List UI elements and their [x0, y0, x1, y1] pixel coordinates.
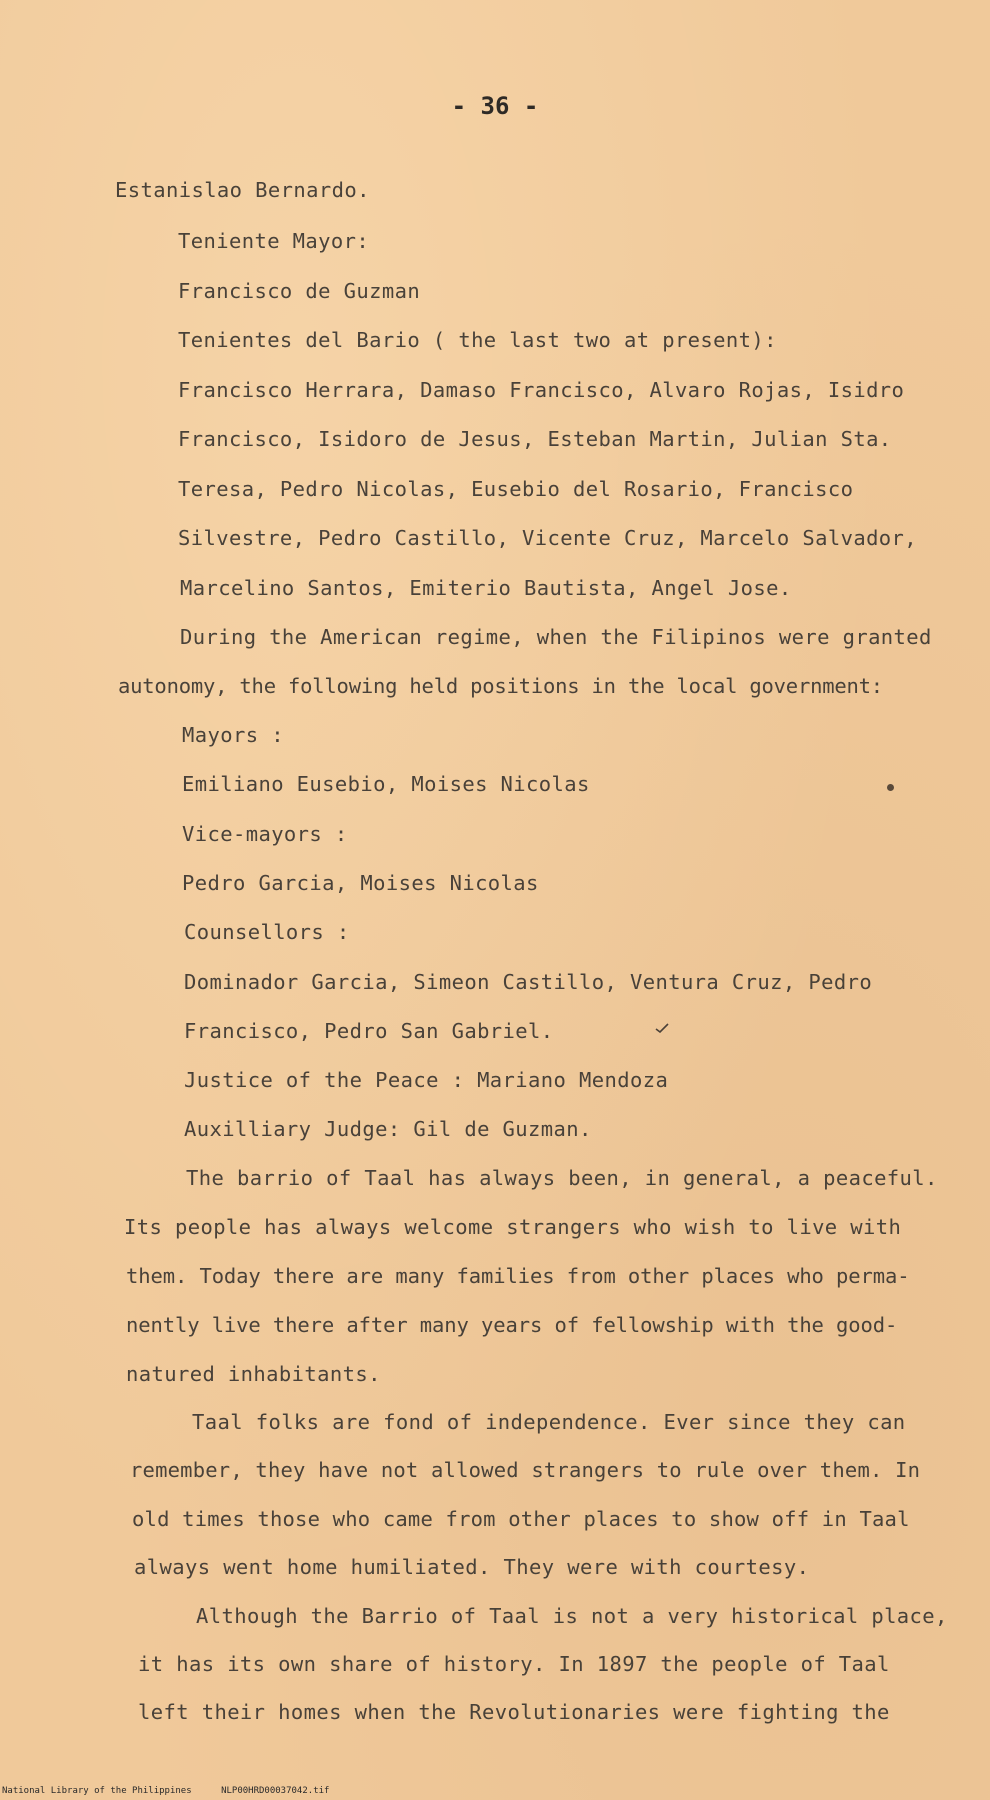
text-line: Vice-mayors : [182, 822, 348, 846]
text-line: Taal folks are fond of independence. Ever since they can [192, 1410, 906, 1434]
text-line: Auxilliary Judge: Gil de Guzman. [184, 1117, 592, 1141]
text-line: Francisco, Isidoro de Jesus, Esteban Martin, Julian Sta. [178, 427, 892, 451]
text-line: Teresa, Pedro Nicolas, Eusebio del Rosario, Francisco [178, 477, 854, 501]
text-line: Silvestre, Pedro Castillo, Vicente Cruz, Marcelo Salvador, [178, 526, 918, 550]
text-line: Francisco Herrara, Damaso Francisco, Alvaro Rojas, Isidro [178, 378, 905, 402]
text-line: nently live there after many years of fellowship with the good- [126, 1313, 898, 1337]
text-line: it has its own share of history. In 1897 the people of Taal [138, 1652, 890, 1676]
text-line: Its people has always welcome strangers who wish to live with [124, 1215, 902, 1239]
text-line: left their homes when the Revolutionaries were fighting the [138, 1700, 890, 1724]
text-line: Estanislao Bernardo. [115, 178, 370, 202]
footer-library: National Library of the Philippines [2, 1786, 192, 1796]
text-line: Emiliano Eusebio, Moises Nicolas [182, 772, 590, 796]
text-line: Tenientes del Bario ( the last two at present): [178, 328, 777, 352]
text-line: Teniente Mayor: [178, 229, 370, 253]
ink-dot-mark [887, 784, 894, 791]
text-line: The barrio of Taal has always been, in general, a peaceful. [186, 1166, 938, 1190]
text-line: autonomy, the following held positions in the local government: [118, 674, 883, 698]
text-line: natured inhabitants. [126, 1362, 381, 1386]
text-line: remember, they have not allowed strangers to rule over them. In [130, 1458, 921, 1482]
page-number: - 36 - [451, 92, 539, 120]
text-line: Justice of the Peace : Mariano Mendoza [184, 1068, 669, 1092]
text-line: Mayors : [182, 723, 284, 747]
text-line: Dominador Garcia, Simeon Castillo, Ventura Cruz, Pedro [184, 970, 873, 994]
text-line: Pedro Garcia, Moises Nicolas [182, 871, 539, 895]
text-line: Francisco, Pedro San Gabriel. [184, 1019, 554, 1043]
text-line: Although the Barrio of Taal is not a very historical place, [196, 1604, 948, 1628]
footer-file: NLP00HRD00037042.tif [221, 1786, 330, 1796]
text-line: old times those who came from other places to show off in Taal [132, 1507, 910, 1531]
text-line: them. Today there are many families from other places who perma- [126, 1264, 910, 1288]
text-line: always went home humiliated. They were with courtesy. [134, 1555, 810, 1579]
text-line: Counsellors : [184, 920, 350, 944]
text-line: During the American regime, when the Filipinos were granted [180, 625, 932, 649]
scan-footer [2, 1786, 353, 1796]
text-line: Marcelino Santos, Emiterio Bautista, Angel Jose. [180, 576, 792, 600]
text-line: Francisco de Guzman [178, 279, 421, 303]
check-mark-icon [655, 1023, 669, 1033]
